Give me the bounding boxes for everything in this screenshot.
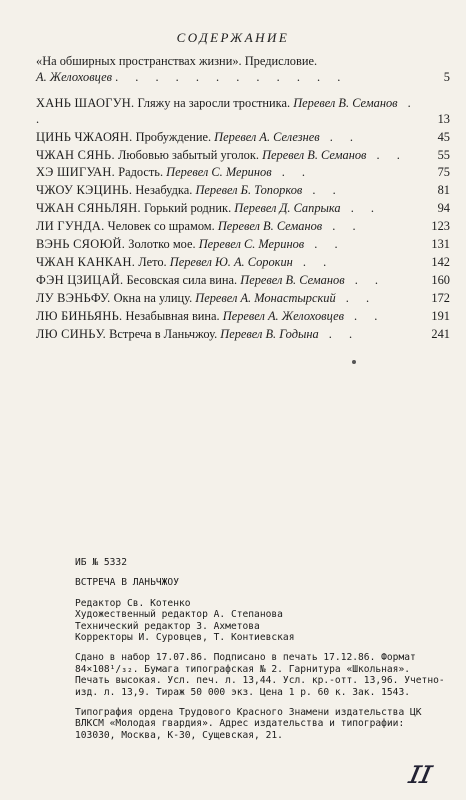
toc-translator: Перевел В. Семанов	[217, 219, 323, 234]
handwritten-mark: ɪɪ	[405, 752, 437, 792]
toc-page-number: 45	[437, 129, 450, 144]
toc-author: ФЭН ЦЗИЦАЙ.	[36, 272, 124, 287]
toc-story-title: Незабывная вина.	[125, 308, 220, 323]
toc-story-title: Радость.	[118, 165, 164, 180]
toc-page-number: 94	[437, 201, 450, 216]
toc-translator: Перевел В. Семанов	[240, 272, 345, 287]
ib-number: ИБ № 5332	[75, 557, 127, 568]
toc-entry-preface: «На обширных пространствах жизни». Предисловие. А. Желоховцев . . . . . . . . . . . . 5	[36, 54, 450, 84]
toc-page-number: 191	[431, 308, 450, 323]
toc-page-number: 75	[437, 165, 450, 180]
toc-story-title: Золотко мое.	[128, 237, 196, 252]
toc-entry: ЧЖАН СЯНЬЛЯН. Горький родник. Перевел Д. Сапрыка . . 94	[36, 201, 450, 216]
toc-story-title: Горький родник.	[143, 201, 232, 216]
toc-entry: ХАНЬ ШАОГУН. Гляжу на заросли тростника. Перевел В. Семанов . . 13	[36, 95, 450, 126]
toc-entry: ХЭ ШИГУАН. Радость. Перевел С. Меринов . . 75	[36, 165, 450, 180]
toc-translator: Перевел С. Меринов	[166, 165, 272, 180]
toc-author: ЛЮ БИНЬЯНЬ.	[36, 308, 123, 323]
toc-author: ЦИНЬ ЧЖАОЯН.	[36, 129, 133, 144]
print-info: Сдано в набор 17.07.86. Подписано в печать 17.12.86. Формат 84×108¹/₃₂. Бумага типографская № 2. Гарнитура «Школьная». Печать высокая. Усл. печ. л. 13,44. Усл. кр.-отт. 13,96. Учетно-изд. л. 13,9. Тираж 50 000 экз. Цена 1 р. 60 к. Зак. 1543.	[75, 652, 445, 698]
toc-page-number: 131	[431, 237, 450, 252]
toc-page-number: 160	[431, 272, 450, 287]
contents-heading: СОДЕРЖАНИЕ	[176, 30, 290, 45]
toc-entry: ВЭНЬ СЯОЮЙ. Золотко мое. Перевел С. Меринов . . 131	[36, 237, 450, 252]
toc-page-number: 123	[431, 219, 450, 234]
toc-author: ЧЖАН СЯНЬЛЯН.	[36, 201, 141, 216]
toc-author: ЛИ ГУНДА.	[36, 219, 105, 234]
toc-entry: ФЭН ЦЗИЦАЙ. Бесовская сила вина. Перевел В. Семанов . . 160	[36, 272, 450, 287]
toc-translator: Перевел В. Семанов	[293, 95, 398, 110]
toc-entry: ЧЖОУ КЭЦИНЬ. Незабудка. Перевел Б. Топорков . . 81	[36, 183, 450, 198]
toc-entry: ЧЖАН СЯНЬ. Любовью забытый уголок. Перевел В. Семанов . . 55	[36, 147, 450, 162]
toc-story-title: Бесовская сила вина.	[126, 272, 238, 287]
colophon	[75, 557, 449, 741]
toc-author: ВЭНЬ СЯОЮЙ.	[36, 237, 126, 252]
credit-proofreaders: Корректоры И. Суровцев, Т. Контиевская	[75, 632, 295, 644]
toc-author: ЛУ ВЭНЬФУ.	[36, 290, 111, 305]
toc-translator: Перевел А. Монастырский	[195, 290, 336, 305]
toc-translator: Перевел Ю. А. Сорокин	[169, 254, 293, 269]
toc-entry: ЦИНЬ ЧЖАОЯН. Пробуждение. Перевел А. Селезнев . . 45	[36, 129, 450, 144]
toc-story-title: Окна на улицу.	[113, 290, 193, 305]
toc-translator: Перевел А. Селезнев	[214, 129, 320, 144]
toc-story-title: Человек со шрамом.	[107, 219, 215, 234]
toc-author: ЧЖАН КАНКАН.	[36, 254, 136, 269]
credit-editor: Редактор Св. Котенко	[75, 597, 191, 609]
preface-line-1: «На обширных пространствах жизни». Предисловие.	[36, 54, 318, 68]
toc-page-number: 142	[431, 254, 450, 269]
toc-page-number: 55	[437, 147, 450, 162]
toc-translator: Перевел А. Желоховцев	[222, 308, 344, 323]
toc-author: ЧЖОУ КЭЦИНЬ.	[36, 183, 133, 198]
toc-author: ЧЖАН СЯНЬ.	[36, 147, 115, 162]
toc-translator: Перевел В. Годына	[220, 326, 319, 341]
toc-page-number: 81	[437, 183, 450, 198]
toc-page-number: 172	[431, 290, 450, 305]
toc-story-title: Незабудка.	[135, 183, 193, 198]
toc-entry: ЛУ ВЭНЬФУ. Окна на улицу. Перевел А. Монастырский . . 172	[36, 290, 450, 305]
toc-entry: ЛИ ГУНДА. Человек со шрамом. Перевел В. Семанов . . 123	[36, 219, 450, 234]
toc-page-number: 13	[437, 111, 450, 126]
book-title: ВСТРЕЧА В ЛАНЬЧЖОУ	[75, 577, 179, 589]
toc-page-number: 241	[431, 326, 450, 341]
toc-entry: ЧЖАН КАНКАН. Лето. Перевел Ю. А. Сорокин . . 142	[36, 254, 450, 269]
toc-author: ХАНЬ ШАОГУН.	[36, 95, 135, 110]
credit-tech-editor: Технический редактор З. Ахметова	[75, 620, 260, 632]
table-of-contents	[36, 54, 450, 345]
toc-story-title: Пробуждение.	[135, 129, 212, 144]
toc-story-title: Лето.	[138, 254, 167, 269]
toc-translator: Перевел С. Меринов	[198, 237, 305, 252]
toc-entry: ЛЮ СИНЬУ. Встреча в Ланьчжоу. Перевел В. Годына . . 241	[36, 326, 450, 341]
toc-list	[36, 96, 450, 343]
toc-story-title: Любовью забытый уголок.	[117, 147, 259, 162]
paper-speck	[352, 360, 356, 364]
printer-info: Типография ордена Трудового Красного Знамени издательства ЦК ВЛКСМ «Молодая гвардия». Адрес издательства и типографии: 103030, Москва, К-30, Сущевская, 21.	[75, 707, 422, 741]
credit-art-editor: Художественный редактор А. Степанова	[75, 609, 283, 621]
toc-entry: ЛЮ БИНЬЯНЬ. Незабывная вина. Перевел А. Желоховцев . . 191	[36, 308, 450, 323]
toc-story-title: Гляжу на заросли тростника.	[137, 95, 291, 110]
toc-translator: Перевел В. Семанов	[262, 147, 367, 162]
toc-author: ЛЮ СИНЬУ.	[36, 326, 107, 341]
toc-story-title: Встреча в Ланьчжоу.	[109, 326, 218, 341]
toc-translator: Перевел Д. Сапрыка	[234, 201, 341, 216]
toc-page-number: 5	[443, 69, 450, 84]
toc-author: ХЭ ШИГУАН.	[36, 165, 116, 180]
preface-author: А. Желоховцев	[36, 69, 112, 84]
toc-translator: Перевел Б. Топорков	[195, 183, 303, 198]
